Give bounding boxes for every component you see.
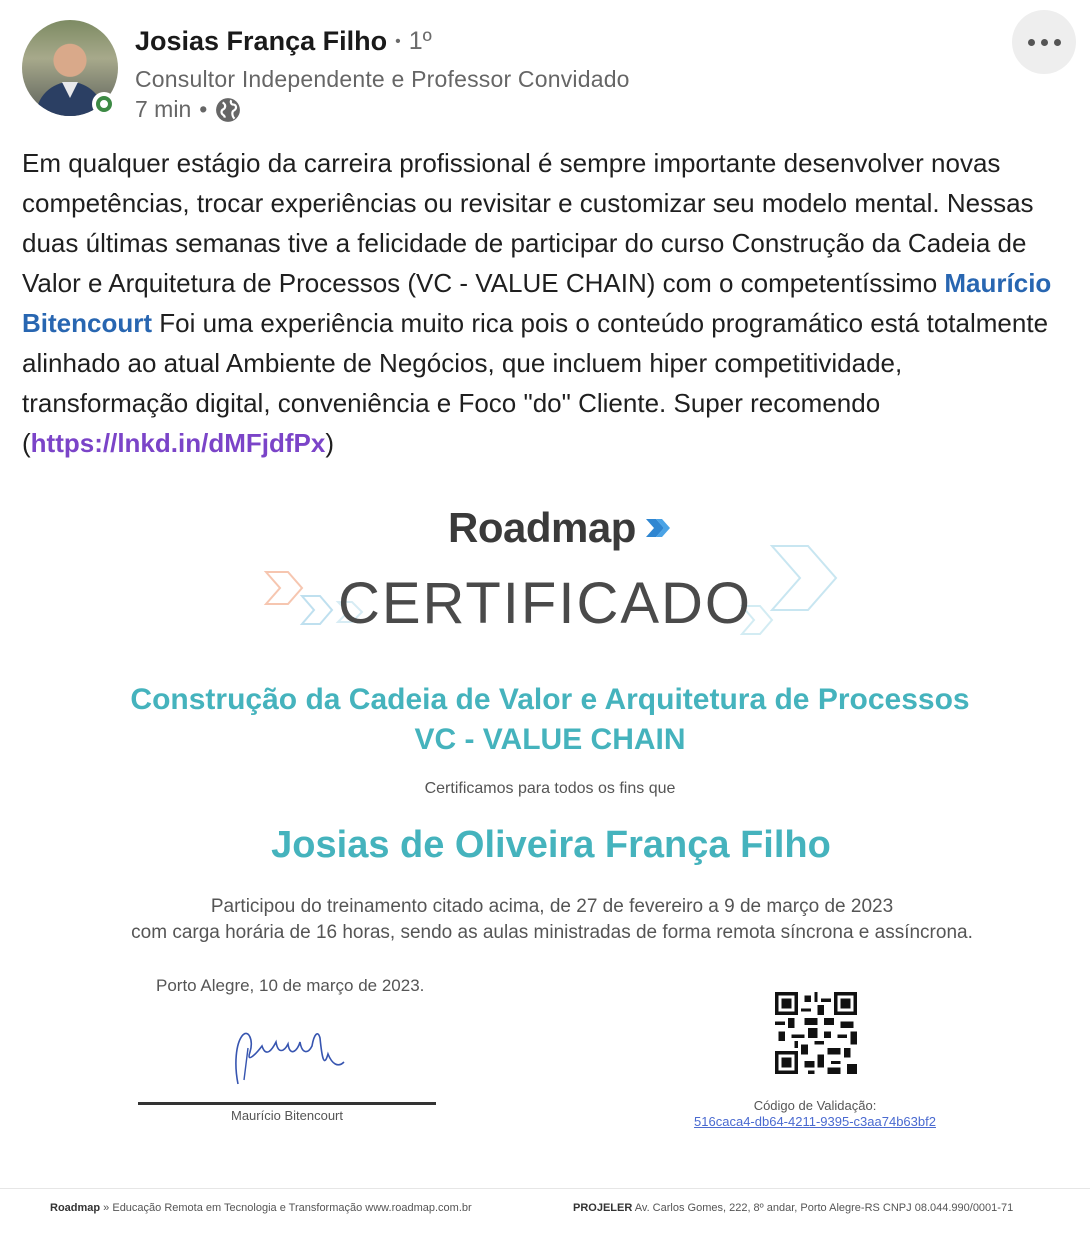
globe-icon bbox=[215, 97, 241, 123]
avatar[interactable] bbox=[22, 20, 118, 116]
post-header bbox=[22, 20, 1078, 120]
post-text-part: ) bbox=[325, 428, 334, 458]
footer-text: » Educação Remota em Tecnologia e Transformação www.roadmap.com.br bbox=[100, 1202, 472, 1214]
more-options-button[interactable] bbox=[1012, 10, 1076, 74]
course-name bbox=[0, 680, 1090, 760]
more-icon bbox=[1028, 39, 1035, 46]
post-text-part: Foi uma experiência muito rica pois o conteúdo programático está totalmente alinhado ao atual Ambiente de Negócios, que incluem hiper competitividade, transformação digital, conveniência e Foco "do" Cliente. Super recomendo ( bbox=[22, 308, 1049, 458]
separator-dot: • bbox=[395, 32, 401, 50]
post-url-link[interactable]: https://lnkd.in/dMFjdfPx bbox=[30, 428, 326, 458]
author-name[interactable]: Josias França Filho bbox=[135, 26, 388, 56]
footer-brand: Roadmap bbox=[50, 1202, 101, 1214]
footer-text: Av. Carlos Gomes, 222, 8º andar, Porto Alegre-RS CNPJ 08.044.990/0001-71 bbox=[632, 1202, 1014, 1214]
author-row bbox=[135, 26, 432, 57]
description-line: com carga horária de 16 horas, sendo as aulas ministradas de forma remota síncrona e assíncrona. bbox=[131, 922, 973, 943]
course-line: VC - VALUE CHAIN bbox=[414, 723, 686, 756]
connection-degree: 1º bbox=[408, 27, 432, 55]
mention-link[interactable]: Maurício Bitencourt bbox=[22, 268, 1052, 338]
online-status-icon bbox=[92, 92, 116, 116]
separator-dot: • bbox=[199, 96, 208, 122]
certificate-footer-right bbox=[573, 1202, 1013, 1214]
certificate-footer-left bbox=[50, 1202, 472, 1214]
certificate-image[interactable] bbox=[0, 490, 1090, 1246]
place-date: Porto Alegre, 10 de março de 2023. bbox=[156, 976, 425, 995]
description-line: Participou do treinamento citado acima, de 27 de fevereiro a 9 de março de 2023 bbox=[210, 896, 894, 917]
roadmap-logo-text: Roadmap bbox=[448, 504, 636, 551]
author-headline: Consultor Independente e Professor Convidado bbox=[135, 66, 630, 92]
signature-name: Maurício Bitencourt bbox=[231, 1108, 343, 1123]
validation-code-link[interactable]: 516caca4-db64-4211-9395-c3aa74b63bf2 bbox=[694, 1114, 936, 1129]
signature-line bbox=[138, 1102, 436, 1105]
post-meta bbox=[135, 96, 241, 123]
qr-code-icon bbox=[775, 992, 857, 1074]
roadmap-logo bbox=[448, 504, 672, 552]
certificate-description bbox=[0, 894, 1090, 946]
course-line: Construção da Cadeia de Valor e Arquitetura de Processos bbox=[130, 683, 970, 716]
roadmap-chevron-icon bbox=[646, 517, 672, 539]
signature-image bbox=[228, 1024, 348, 1094]
certificate-title: CERTIFICADO bbox=[337, 571, 753, 636]
certify-text: Certificamos para todos os fins que bbox=[424, 780, 676, 797]
validation-label: Código de Validação: bbox=[753, 1098, 877, 1113]
footer-divider bbox=[0, 1188, 1090, 1189]
footer-brand: PROJELER bbox=[573, 1202, 633, 1214]
post-text-part: Em qualquer estágio da carreira profissional é sempre importante desenvolver novas competências, trocar experiências ou revisitar e customizar seu modelo mental. Nessas duas últimas semanas tive a felicidade de participar do curso Construção da Cadeia de Valor e Arquitetura de Processos (VC - VALUE CHAIN) com o competentíssimo bbox=[22, 148, 1034, 298]
post-time: 7 min bbox=[135, 96, 192, 122]
post-text bbox=[22, 143, 1072, 463]
recipient-name: Josias de Oliveira França Filho bbox=[271, 824, 831, 866]
